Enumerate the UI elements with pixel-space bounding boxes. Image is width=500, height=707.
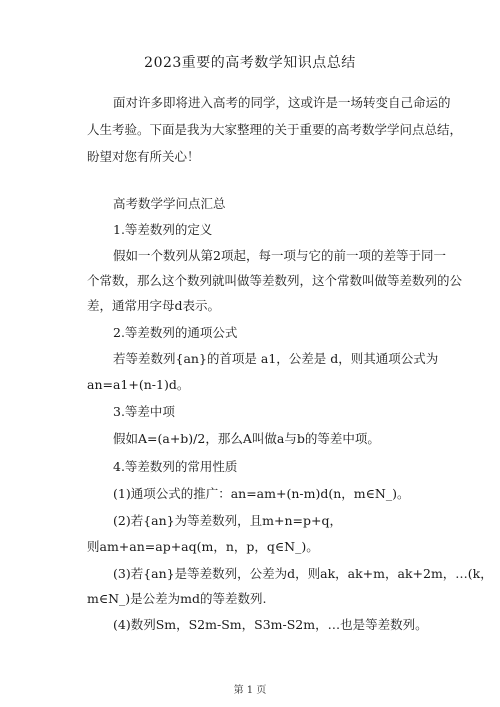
intro-line-1: 面对许多即将进入高考的同学，这或许是一场转变自己命运的 [113, 95, 451, 110]
s3-line-1: 假如A=(a+b)/2，那么A叫做a与b的等差中项。 [113, 431, 380, 446]
s2-line-2: an=a1+(n-1)d。 [87, 377, 190, 392]
section-heading: 高考数学学问点汇总 [113, 196, 226, 211]
s1-line-2: 个常数，那么这个数列就叫做等差数列，这个常数叫做等差数列的公 [87, 273, 463, 288]
s3-heading: 3.等差中项 [113, 404, 175, 419]
s4-heading: 4.等差数列的常用性质 [113, 459, 238, 474]
s4-item-2: (2)若{an}为等差数列，且m+n=p+q， [113, 513, 342, 528]
s1-heading: 1.等差数列的定义 [113, 222, 213, 237]
s1-line-3: 差，通常用字母d表示。 [87, 298, 221, 313]
s4-item-1: (1)通项公式的推广：an=am+(n-m)d(n，m∈N_)。 [113, 486, 410, 501]
s4-item-5: m∈N_)是公差为md的等差数列. [87, 591, 267, 606]
intro-line-3: 盼望对您有所关心！ [87, 149, 200, 164]
s4-item-4: (3)若{an}是等差数列，公差为d，则ak，ak+m，ak+2m，…(k， [113, 566, 493, 581]
document-title: 2023重要的高考数学知识点总结 [144, 55, 356, 71]
s2-heading: 2.等差数列的通项公式 [113, 325, 238, 340]
intro-line-2: 人生考验。下面是我为大家整理的关于重要的高考数学学问点总结， [87, 122, 463, 137]
s1-line-1: 假如一个数列从第2项起，每一项与它的前一项的差等于同一 [113, 248, 446, 263]
page-number: 第 1 页 [233, 685, 267, 696]
s2-line-1: 若等差数列{an}的首项是 a1，公差是 d，则其通项公式为 [113, 351, 439, 366]
s4-item-6: (4)数列Sm，S2m-Sm，S3m-S2m，…也是等差数列。 [113, 617, 428, 632]
s4-item-3: 则am+an=ap+aq(m，n，p，q∈N_)。 [87, 539, 319, 554]
